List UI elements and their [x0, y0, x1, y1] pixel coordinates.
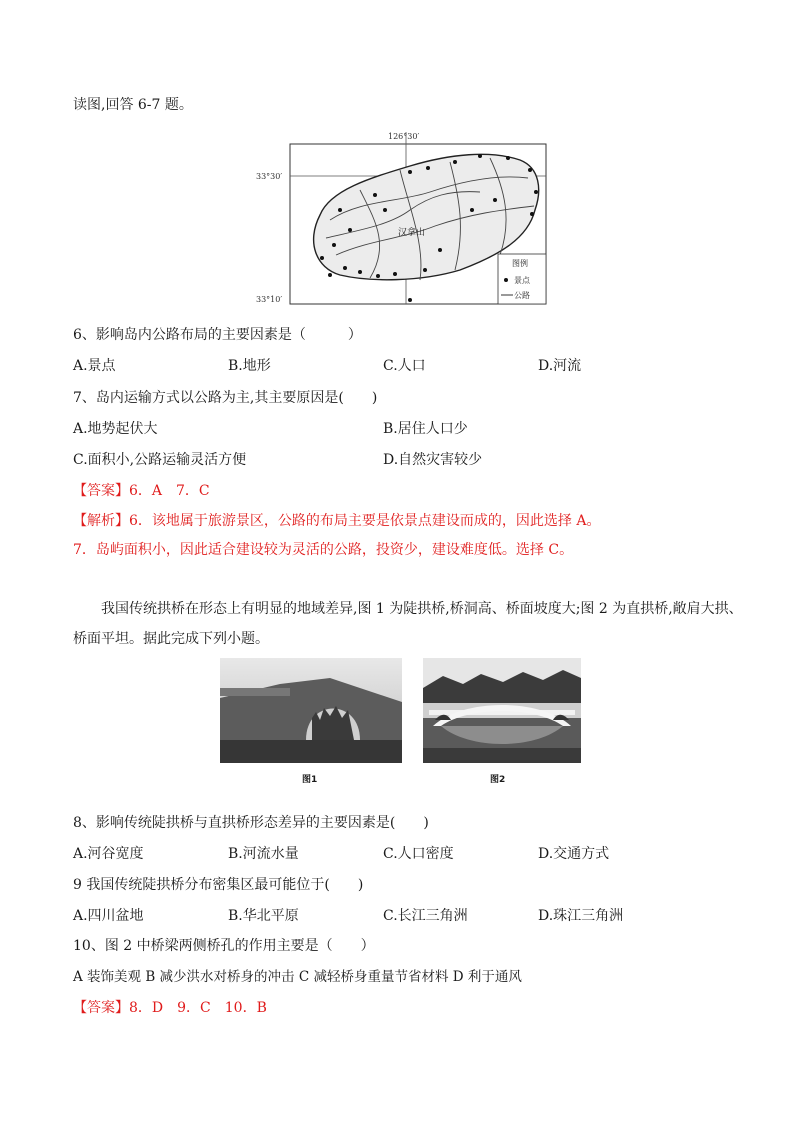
q8-option-b: B.河流水量 — [228, 846, 299, 862]
q7-option-a: A.地势起伏大 — [73, 421, 158, 437]
legend-road-label: 公路 — [514, 291, 530, 300]
mountain-label: 汉拿山 — [398, 228, 426, 238]
q6-option-a: A.景点 — [73, 358, 116, 374]
legend-title: 图例 — [512, 259, 528, 268]
answer-1 — [73, 482, 210, 500]
q10-options: A 装饰美观 B 减少洪水对桥身的冲击 C 减轻桥身重量节省材料 D 利于通风 — [73, 969, 522, 985]
steep-arch-bridge-photo — [220, 658, 402, 763]
figure-2-caption: 图2 — [490, 775, 506, 785]
analysis-tag: 【解析】 — [73, 513, 129, 529]
question-intro: 读图,回答 6-7 题。 — [73, 97, 193, 113]
q9-option-a: A.四川盆地 — [73, 908, 144, 924]
latitude-top-label: 33°30′ — [256, 172, 283, 181]
q9-stem: 9 我国传统陡拱桥分布密集区最可能位于( ) — [73, 877, 364, 893]
figure-1-caption: 图1 — [302, 775, 318, 785]
straight-arch-bridge-photo — [423, 658, 581, 763]
q7-option-d: D.自然灾害较少 — [383, 452, 483, 468]
answer-text: 6．A 7．C — [129, 483, 210, 499]
answer-text: 8．D 9．C 10．B — [129, 1000, 267, 1016]
q8-stem: 8、影响传统陡拱桥与直拱桥形态差异的主要因素是( ) — [73, 815, 429, 831]
passage-line2: 桥面平坦。据此完成下列小题。 — [73, 631, 269, 647]
q9-option-d: D.珠江三角洲 — [538, 908, 624, 924]
q9-option-c: C.长江三角洲 — [383, 908, 468, 924]
q7-option-c: C.面积小,公路运输灵活方便 — [73, 452, 247, 468]
analysis-text: 6．该地属于旅游景区，公路的布局主要是依景点建设而成的，因此选择 A。 — [129, 513, 601, 529]
latitude-bottom-label: 33°10′ — [256, 295, 283, 304]
q8-option-c: C.人口密度 — [383, 846, 454, 862]
q6-stem: 6、影响岛内公路布局的主要因素是（ ） — [73, 327, 362, 343]
q6-option-d: D.河流 — [538, 358, 582, 374]
answer-tag: 【答案】 — [73, 483, 129, 499]
q8-option-d: D.交通方式 — [538, 846, 610, 862]
q8-option-a: A.河谷宽度 — [73, 846, 144, 862]
analysis-1-line2: 7．岛屿面积小，因此适合建设较为灵活的公路，投资少，建设难度低。选择 C。 — [73, 542, 574, 558]
answer-2 — [73, 999, 267, 1017]
q9-option-b: B.华北平原 — [228, 908, 299, 924]
q6-option-c: C.人口 — [383, 358, 426, 374]
q7-stem: 7、岛内运输方式以公路为主,其主要原因是( ) — [73, 390, 378, 406]
passage-line1: 我国传统拱桥在形态上有明显的地域差异,图 1 为陡拱桥,桥洞高、桥面坡度大;图 2 为直拱桥,敞肩大拱、 — [101, 601, 743, 617]
analysis-1 — [73, 512, 600, 530]
longitude-label: 126°30′ — [388, 132, 420, 141]
legend-spot-label: 景点 — [514, 276, 530, 285]
q7-option-b: B.居住人口少 — [383, 421, 468, 437]
q10-stem: 10、图 2 中桥梁两侧桥孔的作用主要是（ ） — [73, 938, 375, 954]
q6-option-b: B.地形 — [228, 358, 271, 374]
island-map — [250, 130, 550, 305]
answer-tag: 【答案】 — [73, 1000, 129, 1016]
